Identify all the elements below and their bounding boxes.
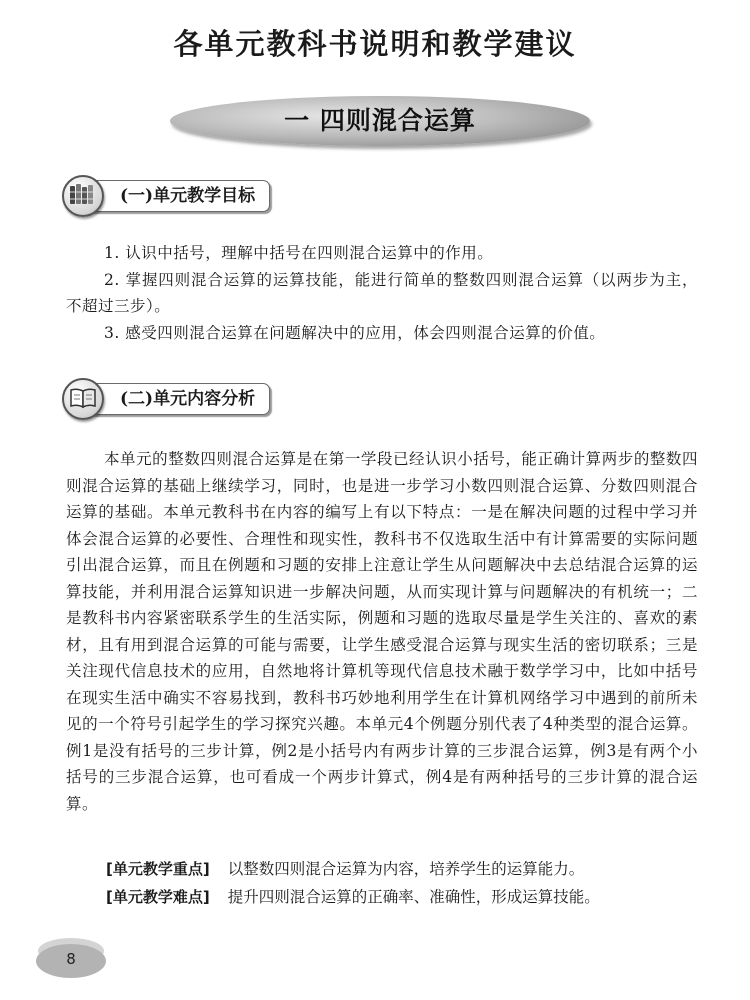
difficulty-line bbox=[106, 884, 706, 910]
key-point-label: [单元教学重点] bbox=[106, 860, 210, 878]
section-heading-label: (二)单元内容分析 bbox=[92, 383, 270, 415]
key-point-text: 以整数四则混合运算为内容，培养学生的运算能力。 bbox=[227, 860, 585, 878]
goal-item: 3. 感受四则混合运算在问题解决中的应用，体会四则混合运算的价值。 bbox=[104, 323, 606, 342]
page-number-badge bbox=[36, 938, 106, 978]
analysis-text: 本单元的整数四则混合运算是在第一学段已经认识小括号，能正确计算两步的整数四则混合运算的基础上继续学习，同时，也是进一步学习小数四则混合运算、分数四则混合运算的基础。本单元教科书在内容的编写上有以下特点：一是在解决问题的过程中学习并体会混合运算的必要性、合理性和现实性，教科书不仅选取生活中有计算需要的实际问题引出混合运算，而且在例题和习题的安排上注意让学生从问题解决中去总结混合运算的运算技能，并利用混合运算知识进一步解决问题，从而实现计算与问题解决的有机统一；二是教科书内容紧密联系学生的生活实际，例题和习题的选取尽量是学生关注的、喜欢的素材，且有用到混合运算的可能与需要，让学生感受混合运算与现实生活的密切联系；三是关注现代信息技术的应用，自然地将计算机等现代信息技术融于数学学习中，比如中括号在现实生活中确实不容易找到，教科书巧妙地利用学生在计算机网络学习中遇到的前所未见的一个符号引起学生的学习探究兴趣。本单元4个例题分别代表了4种类型的混合运算。例1是没有括号的三步计算，例2是小括号内有两步计算的三步混合运算，例3是有两个小括号的三步混合运算，也可看成一个两步计算式，例4是有两种括号的三步计算的混合运算。 bbox=[66, 450, 698, 813]
difficulty-label: [单元教学难点] bbox=[106, 888, 210, 906]
goals-list bbox=[66, 240, 698, 346]
analysis-paragraph bbox=[66, 446, 698, 817]
goal-item: 2. 掌握四则混合运算的运算技能，能进行简单的整数四则混合运算（以两步为主，不超过三步）。 bbox=[66, 270, 698, 315]
key-point-line bbox=[106, 856, 706, 882]
chapter-title: 一 四则混合运算 bbox=[284, 106, 476, 135]
goal-item: 1. 认识中括号，理解中括号在四则混合运算中的作用。 bbox=[104, 244, 494, 262]
books-icon bbox=[62, 175, 104, 217]
open-book-icon bbox=[62, 378, 104, 420]
page-title: 各单元教科书说明和教学建议 bbox=[173, 27, 577, 61]
section-heading-label: (一)单元教学目标 bbox=[92, 180, 270, 212]
page-number: 8 bbox=[66, 950, 76, 968]
difficulty-text: 提升四则混合运算的正确率、准确性，形成运算技能。 bbox=[227, 888, 600, 906]
